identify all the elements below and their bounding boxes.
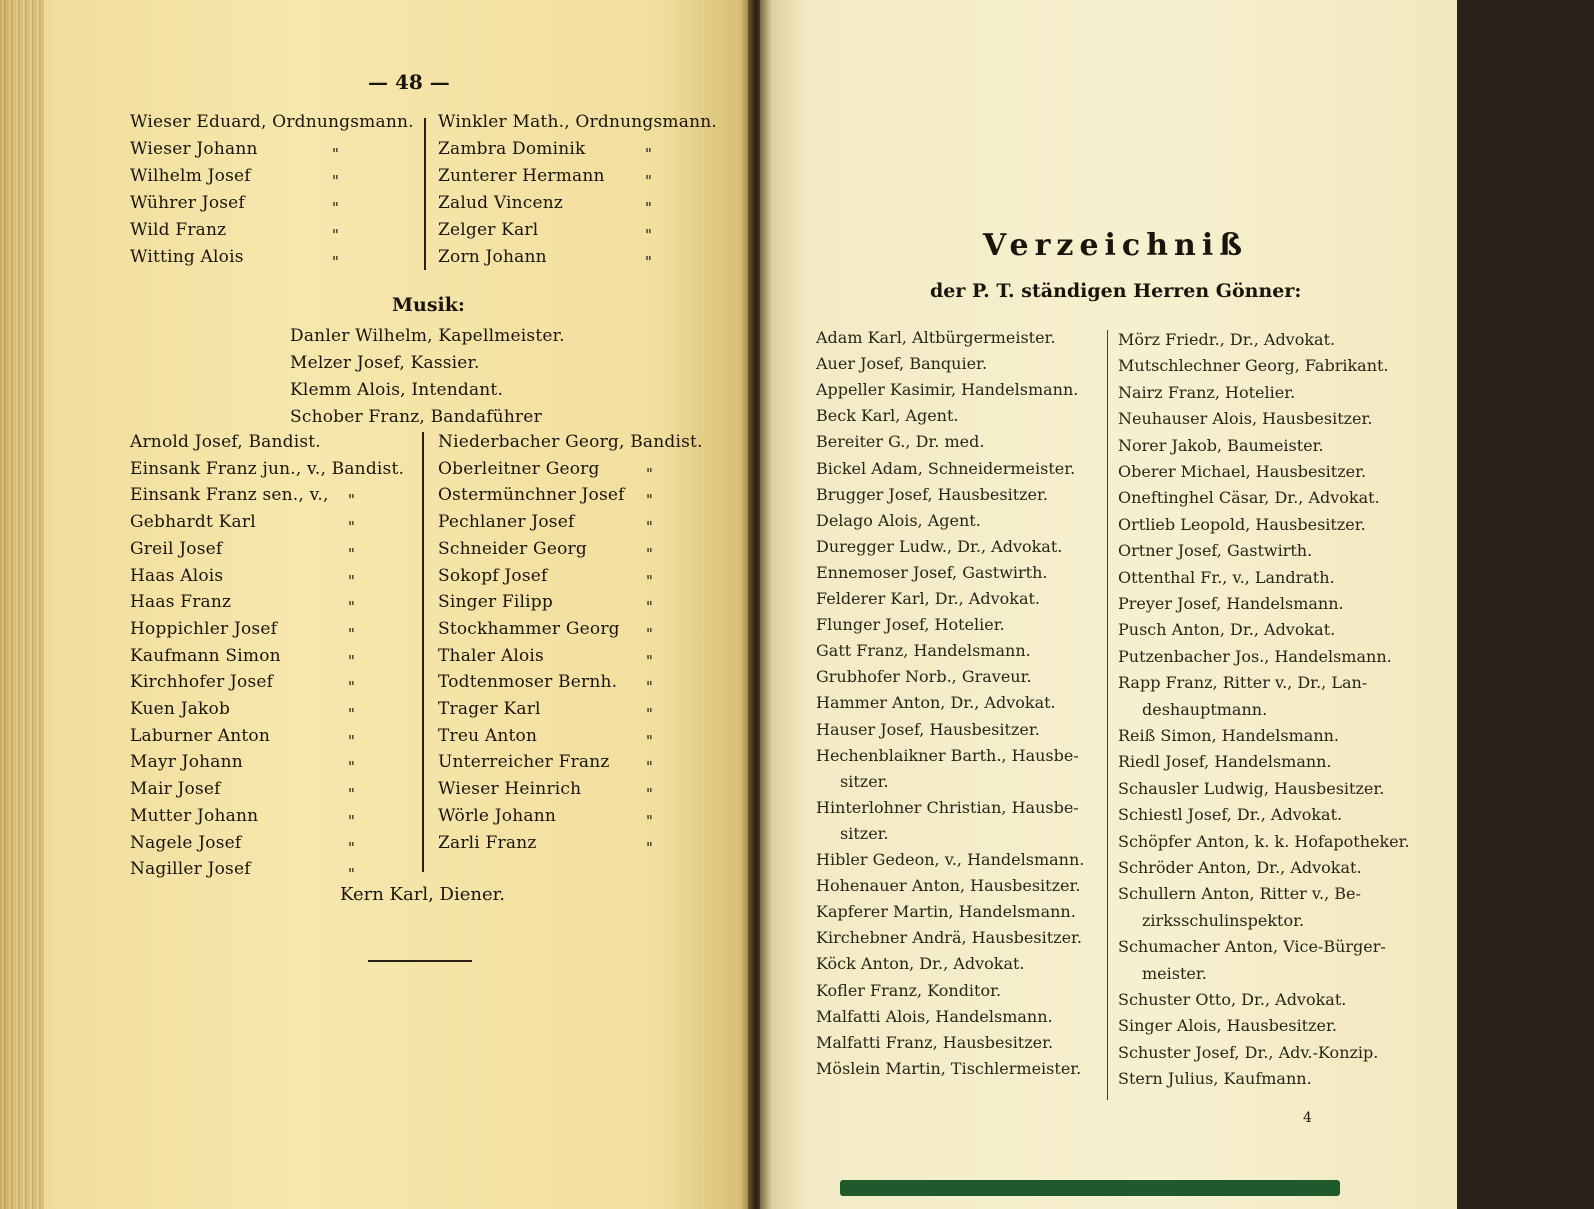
band-member-entry: Mair Josef [130,779,221,800]
patron-entry: Hechenblaikner Barth., Hausbe- [816,745,1079,765]
ditto-mark: " [348,865,355,884]
member-entry: Wieser Johann [130,139,258,159]
patron-entry: zirksschulinspektor. [1142,910,1305,930]
patron-entry: Beck Karl, Agent. [816,406,959,426]
music-officer-entry: Melzer Josef, Kassier. [290,353,480,373]
ditto-mark: " [645,172,652,190]
end-rule [368,960,472,962]
patron-entry: Rapp Franz, Ritter v., Dr., Lan- [1118,673,1368,693]
ditto-mark: " [332,145,339,163]
green-bookmark-strip [840,1180,1340,1196]
page-subtitle: der P. T. ständigen Herren Gönner: [930,280,1302,302]
member-entry: Zunterer Hermann [438,166,605,186]
patron-entry: Schuster Josef, Dr., Adv.-Konzip. [1118,1042,1379,1062]
patron-entry: Duregger Ludw., Dr., Advokat. [816,536,1063,556]
music-officer-entry: Danler Wilhelm, Kapellmeister. [290,326,565,346]
member-entry: Zelger Karl [438,220,539,240]
ditto-mark: " [348,598,355,617]
ditto-mark: " [348,758,355,777]
band-member-entry: Gebhardt Karl [130,512,256,533]
patron-entry: Pusch Anton, Dr., Advokat. [1118,620,1336,640]
band-member-entry: Unterreicher Franz [438,752,610,773]
patron-entry: Bickel Adam, Schneidermeister. [816,458,1076,478]
patron-entry: Kofler Franz, Konditor. [816,980,1002,1000]
band-member-entry: Thaler Alois [438,645,544,666]
patron-entry: Hauser Josef, Hausbesitzer. [816,719,1040,739]
ditto-mark: " [348,651,355,670]
patron-entry: Möslein Martin, Tischlermeister. [816,1058,1082,1078]
ditto-mark: " [348,491,355,510]
ditto-mark: " [332,226,339,244]
member-entry: Wilhelm Josef [130,166,251,186]
band-member-entry: Todtenmoser Bernh. [438,672,618,693]
ditto-mark: " [646,838,653,857]
ditto-mark: " [332,172,339,190]
band-member-entry: Hoppichler Josef [130,618,278,639]
music-officer-entry: Klemm Alois, Intendant. [290,380,504,400]
ditto-mark: " [348,678,355,697]
band-member-entry: Schneider Georg [438,538,587,559]
patron-entry: Hinterlohner Christian, Hausbe- [816,797,1079,817]
band-member-entry: Stockhammer Georg [438,618,620,639]
patron-entry: Ennemoser Josef, Gastwirth. [816,562,1048,582]
band-member-entry: Trager Karl [438,699,541,719]
band-member-entry: Mayr Johann [130,752,243,773]
patron-entry: Singer Alois, Hausbesitzer. [1118,1016,1337,1036]
band-member-entry: Wörle Johann [438,805,557,826]
band-member-entry: Niederbacher Georg, Bandist. [438,432,703,452]
ditto-mark: " [348,838,355,857]
page-title: Verzeichniß [983,228,1249,263]
band-member-entry: Mutter Johann [130,805,259,826]
band-member-entry: Einsank Franz jun., v., Bandist. [130,458,405,479]
band-member-entry: Sokopf Josef [438,565,548,586]
ditto-mark: " [646,464,653,483]
ditto-mark: " [348,518,355,537]
left-page [0,0,752,1209]
patron-entry: Hammer Anton, Dr., Advokat. [816,693,1056,713]
ditto-mark: " [348,624,355,643]
band-member-entry: Haas Franz [130,592,232,613]
band-member-entry: Kaufmann Simon [130,645,281,666]
member-entry: Zalud Vincenz [438,193,564,213]
band-member-entry: Einsank Franz sen., v., [130,485,329,506]
patron-entry: Schumacher Anton, Vice-Bürger- [1118,937,1386,957]
band-member-entry: Singer Filipp [438,592,553,613]
patron-entry: Mutschlechner Georg, Fabrikant. [1118,356,1389,376]
patron-entry: Schröder Anton, Dr., Advokat. [1118,858,1362,877]
patron-entry: Oberer Michael, Hausbesitzer. [1118,462,1367,481]
ditto-mark: " [646,598,653,617]
column-divider [1107,330,1108,1100]
patron-entry: Kirchebner Andrä, Hausbesitzer. [816,928,1083,948]
patron-entry: Nairz Franz, Hotelier. [1118,382,1296,402]
patron-entry: Kapferer Martin, Handelsmann. [816,902,1076,922]
patron-entry: Hibler Gedeon, v., Handelsmann. [816,850,1085,869]
ditto-mark: " [645,253,652,271]
ditto-mark: " [332,199,339,217]
patron-entry: Delago Alois, Agent. [816,510,981,530]
servant-entry: Kern Karl, Diener. [340,884,505,905]
patron-entry: Schausler Ludwig, Hausbesitzer. [1118,778,1385,798]
ditto-mark: " [348,731,355,750]
band-member-entry: Laburner Anton [130,725,270,746]
patron-entry: Gatt Franz, Handelsmann. [816,641,1031,661]
ditto-mark: " [348,544,355,563]
patron-entry: Adam Karl, Altbürgermeister. [816,328,1056,347]
member-entry: Wild Franz [130,220,227,240]
music-officer-entry: Schober Franz, Bandaführer [290,407,542,427]
patron-entry: Ortner Josef, Gastwirth. [1118,541,1313,561]
ditto-mark: " [646,571,653,590]
column-divider [422,432,424,872]
band-member-entry: Nagele Josef [130,832,242,853]
patron-entry: meister. [1142,963,1207,983]
patron-entry: Grubhofer Norb., Graveur. [816,667,1032,687]
patron-entry: Riedl Josef, Handelsmann. [1118,752,1332,772]
patron-entry: Neuhauser Alois, Hausbesitzer. [1118,409,1373,429]
ditto-mark: " [646,544,653,563]
band-member-entry: Kirchhofer Josef [130,672,274,693]
ditto-mark: " [646,624,653,643]
right-page [760,0,1594,1209]
patron-entry: sitzer. [840,771,889,791]
band-member-entry: Kuen Jakob [130,699,231,719]
band-member-entry: Oberleitner Georg [438,458,600,479]
ditto-mark: " [646,678,653,697]
ditto-mark: " [348,705,355,723]
page-number: — 48 — [368,70,450,94]
ditto-mark: " [646,651,653,670]
patron-entry: deshauptmann. [1142,699,1268,719]
patron-entry: Mörz Friedr., Dr., Advokat. [1118,330,1336,349]
column-divider [424,118,426,270]
member-entry: Zorn Johann [438,247,547,267]
ditto-mark: " [645,145,652,163]
band-member-entry: Wieser Heinrich [438,779,582,800]
ditto-mark: " [348,811,355,830]
member-entry: Wieser Eduard, Ordnungsmann. [130,112,414,132]
member-entry: Winkler Math., Ordnungsmann. [438,112,717,132]
band-member-entry: Haas Alois [130,565,224,586]
patron-entry: Köck Anton, Dr., Advokat. [816,954,1025,974]
patron-entry: Schuster Otto, Dr., Advokat. [1118,990,1347,1009]
ditto-mark: " [332,253,339,271]
ditto-mark: " [646,731,653,750]
patron-entry: Ottenthal Fr., v., Landrath. [1118,567,1335,587]
patron-entry: Oneftinghel Cäsar, Dr., Advokat. [1118,488,1380,508]
patron-entry: Reiß Simon, Handelsmann. [1118,726,1340,745]
member-entry: Wührer Josef [130,193,245,213]
music-heading: Musik: [392,294,465,316]
ditto-mark: " [348,571,355,590]
patron-entry: Malfatti Franz, Hausbesitzer. [816,1032,1054,1052]
patron-entry: Auer Josef, Banquier. [816,354,988,374]
page-mark: · [1590,182,1594,196]
patron-entry: Brugger Josef, Hausbesitzer. [816,484,1048,504]
ditto-mark: " [348,785,355,804]
signature-number: 4 [1303,1110,1312,1126]
patron-entry: Stern Julius, Kaufmann. [1118,1069,1312,1089]
patron-entry: Malfatti Alois, Handelsmann. [816,1006,1053,1026]
patron-entry: sitzer. [840,823,889,843]
band-member-entry: Ostermünchner Josef [438,485,625,506]
patron-entry: Flunger Josef, Hotelier. [816,615,1005,635]
patron-entry: Bereiter G., Dr. med. [816,432,985,452]
patron-entry: Schiestl Josef, Dr., Advokat. [1118,805,1343,825]
ditto-mark: " [646,705,653,723]
ditto-mark: " [646,758,653,777]
member-entry: Witting Alois [130,247,244,267]
band-member-entry: Pechlaner Josef [438,512,575,533]
ditto-mark: " [646,785,653,804]
band-member-entry: Greil Josef [130,538,223,559]
band-member-entry: Nagiller Josef [130,859,251,880]
patron-entry: Appeller Kasimir, Handelsmann. [816,380,1079,400]
band-member-entry: Arnold Josef, Bandist. [130,432,321,452]
band-member-entry: Treu Anton [438,725,538,746]
patron-entry: Felderer Karl, Dr., Advokat. [816,589,1040,608]
patron-entry: Hohenauer Anton, Hausbesitzer. [816,876,1081,896]
patron-entry: Schullern Anton, Ritter v., Be- [1118,884,1361,904]
band-member-entry: Zarli Franz [438,832,537,853]
patron-entry: Schöpfer Anton, k. k. Hofapotheker. [1118,831,1410,851]
patron-entry: Ortlieb Leopold, Hausbesitzer. [1118,514,1366,534]
page-edges [0,0,44,1209]
ditto-mark: " [646,518,653,537]
patron-entry: Putzenbacher Jos., Handelsmann. [1118,646,1392,666]
member-entry: Zambra Dominik [438,139,586,159]
patron-entry: Preyer Josef, Handelsmann. [1118,594,1344,613]
ditto-mark: " [646,491,653,510]
patron-entry: Norer Jakob, Baumeister. [1118,435,1324,455]
ditto-mark: " [645,226,652,244]
ditto-mark: " [645,199,652,217]
ditto-mark: " [646,811,653,830]
